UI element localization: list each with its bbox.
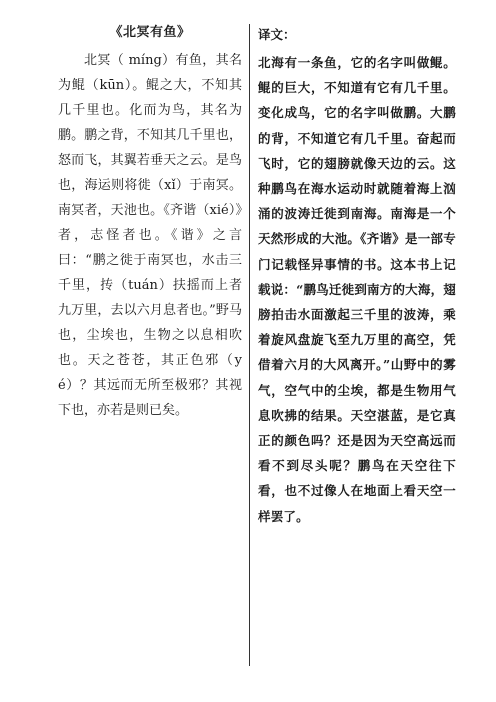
original-classical-text: 北冥（ míng）有鱼，其名为鲲（kūn）。鲲之大，不知其几千里也。化而为鸟，其名为鹏。鹏之背，不知其几千里也，怒而飞，其翼若垂天之云。是鸟也，海运则将徙（xǐ）于南冥。南冥者，天池也。《齐谐（xié）》者，志怪者也。《谐》之言曰：“鹏之徙于南冥也，水击三千里，抟（tuán）扶摇而上者九万里，去以六月息者也。”野马也，尘埃也，生物之以息相吹也。天之苍苍，其正色邪（yé）？其远而无所至极邪？其视下也，亦若是则已矣。 xyxy=(58,53,242,418)
translation-column xyxy=(258,26,456,529)
translation-text: 北海有一条鱼，它的名字叫做鲲。鲲的巨大，不知道有它有几千里。变化成鸟，它的名字叫做鹏。大鹏的背，不知道它有几千里。奋起而飞时，它的翅膀就像天边的云。这种鹏鸟在海水运动时就随着海上汹涌的波涛迁徙到南海。南海是一个天然形成的大池。《齐谐》是一部专门记载怪异事情的书。这本书上记载说：“鹏鸟迁徙到南方的大海，翅膀拍击水面激起三千里的波涛，乘着旋风盘旋飞至九万里的高空，凭借着六月的大风离开。”山野中的雾气，空气中的尘埃，都是生物用气息吹拂的结果。天空湛蓝，是它真正的颜色吗？还是因为天空高远而看不到尽头呢？鹏鸟在天空往下看，也不过像人在地面上看天空一样罢了。 xyxy=(258,55,456,524)
original-text-column xyxy=(58,24,242,423)
translation-label: 译文： xyxy=(258,27,296,42)
column-divider xyxy=(249,24,250,666)
page-title: 《北冥有鱼》 xyxy=(109,25,191,40)
